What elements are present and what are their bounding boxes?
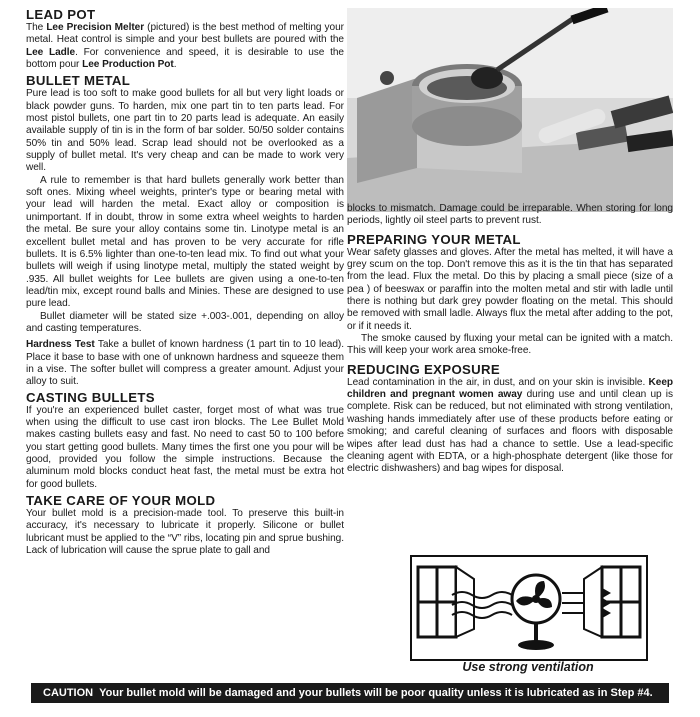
preparing-metal-p2: The smoke caused by fluxing your metal can be ignited with a match. This will keep your work area smoke-free. <box>347 333 673 357</box>
left-column <box>26 8 344 557</box>
preparing-metal-heading: PREPARING YOUR METAL <box>347 232 521 247</box>
lead-pot-heading: LEAD POT <box>26 8 96 22</box>
bullet-metal-p3: Bullet diameter will be stated size +.003-.001, depending on alloy and casting temperatures. <box>26 310 344 334</box>
bullet-metal-p2: A rule to remember is that hard bullets generally work better than soft ones. Mixing wheel weights, printer's type or bearing metal with your lead will harden the metal. Exact alloy or composition is unimportant. If in doubt, throw in some extra wheel weights to harden the metal. Be sure your alloy contains some tin. Linotype metal is an excellent bullet metal and has proven to be very accurate for rifle bullets. It is 6.5% lighter than one-to-ten lead mix. To find out what your bullets will weigh if using linotype metal, multiply the stated weight by .935. All bullet weights for Lee bullets are given using a one-to-ten lead/tin mix, except round balls and Minies. These are designed to use pure lead. <box>26 174 344 310</box>
caution-banner <box>31 683 669 703</box>
mold-care-heading: TAKE CARE OF YOUR MOLD <box>26 494 216 509</box>
hardness-test-text: Hardness Test Take a bullet of known hardness (1 part tin to 10 lead). Place it base to base with one of unknown hardness and squeeze them in a vise. The softer bullet will compress a greater amount. Adjust your alloy to suit. <box>26 339 344 388</box>
caution-label: CAUTION <box>43 687 94 699</box>
lead-pot-text: The Lee Precision Melter (pictured) is the best method of melting your metal. Heat control is simple and your best bullets are poured with the Lee Ladle. For convenience and speed, it is desirable to use the bottom pour Lee Production Pot. <box>26 22 344 71</box>
right-window-icon <box>584 567 640 637</box>
casting-bullets-heading: CASTING BULLETS <box>26 390 155 405</box>
preparing-metal-p1: Wear safety glasses and gloves. After the metal has melted, it will have a grey scum on the top. Don't remove this as it is the tin that has separated from the lead. Flux the metal. Do this by placing a small piece (size of a pea ) of beeswax or paraffin into the molten metal and stir with ladle until there is nothing but dark grey powder floating on the metal. This should be removed with small ladle. Always flux the metal after adding to the pot, or if it needs it. <box>347 246 673 332</box>
casting-bullets-text: If you're an experienced bullet caster, forget most of what was true when using the difficult to use cast iron blocks. The Lee Bullet Mold makes casting bullets easy and fast. No need to cast 50 to 100 before you start getting good bullets. Many times the first one you pour will be good, provided you follow the simple instructions. Because the aluminum mold blocks conduct heat fast, the metal must be extra hot for good bullets. <box>26 404 344 490</box>
mold-care-text: Your bullet mold is a precision-made tool. To preserve this built-in accuracy, it's necessary to lubricate it properly. Silicone or bullet lubricant must be applied to the “V” ribs, locating pin and sprue bushing. Lack of lubrication will cause the sprue plate to gall and <box>26 508 344 557</box>
fan-icon <box>512 575 560 650</box>
lead-melter-photo <box>347 8 673 212</box>
bullet-metal-heading: BULLET METAL <box>26 74 131 89</box>
ventilation-illustration <box>410 555 648 661</box>
caution-text: Your bullet mold will be damaged and your bullets will be poor quality unless it is lubricated as in Step #4. <box>99 687 653 699</box>
mold-care-continued: blocks to mismatch. Damage could be irreparable. When storing for long periods, lightly oil steel parts to prevent rust. <box>347 203 673 227</box>
reducing-exposure-text: Lead contamination in the air, in dust, and on your skin is invisible. Keep children and pregnant women away during use and until clean up is complete. Risk can be reduced, but not eliminated with strong ventilation, washing hands immediately after use of these products before eating or smoking; and careful cleaning of surfaces and floors with disposable wipes after lead dust has had a chance to settle. Use a lead-specific cleaning agent with EDTA, or a high-phosphate detergent (like those for electric dishwashers) and bag wipes for disposal. <box>347 376 673 475</box>
bullet-metal-p1: Pure lead is too soft to make good bullets for all but very light loads or black powder guns. To harden, mix one part tin to ten parts lead. For most pistol bullets, one part tin to 20 parts lead is adequate. An easily available supply of tin is in the form of bar solder. 50/50 solder contains 50% tin and 50% lead. Scrap lead should not be overlooked as a supply of bullet metal. It's very cheap and can be made to work very well. <box>26 88 344 174</box>
ventilation-caption: Use strong ventilation <box>462 660 594 674</box>
reducing-exposure-heading: REDUCING EXPOSURE <box>347 362 501 377</box>
hardness-test-label: Hardness Test <box>26 339 95 351</box>
right-column <box>347 203 673 476</box>
